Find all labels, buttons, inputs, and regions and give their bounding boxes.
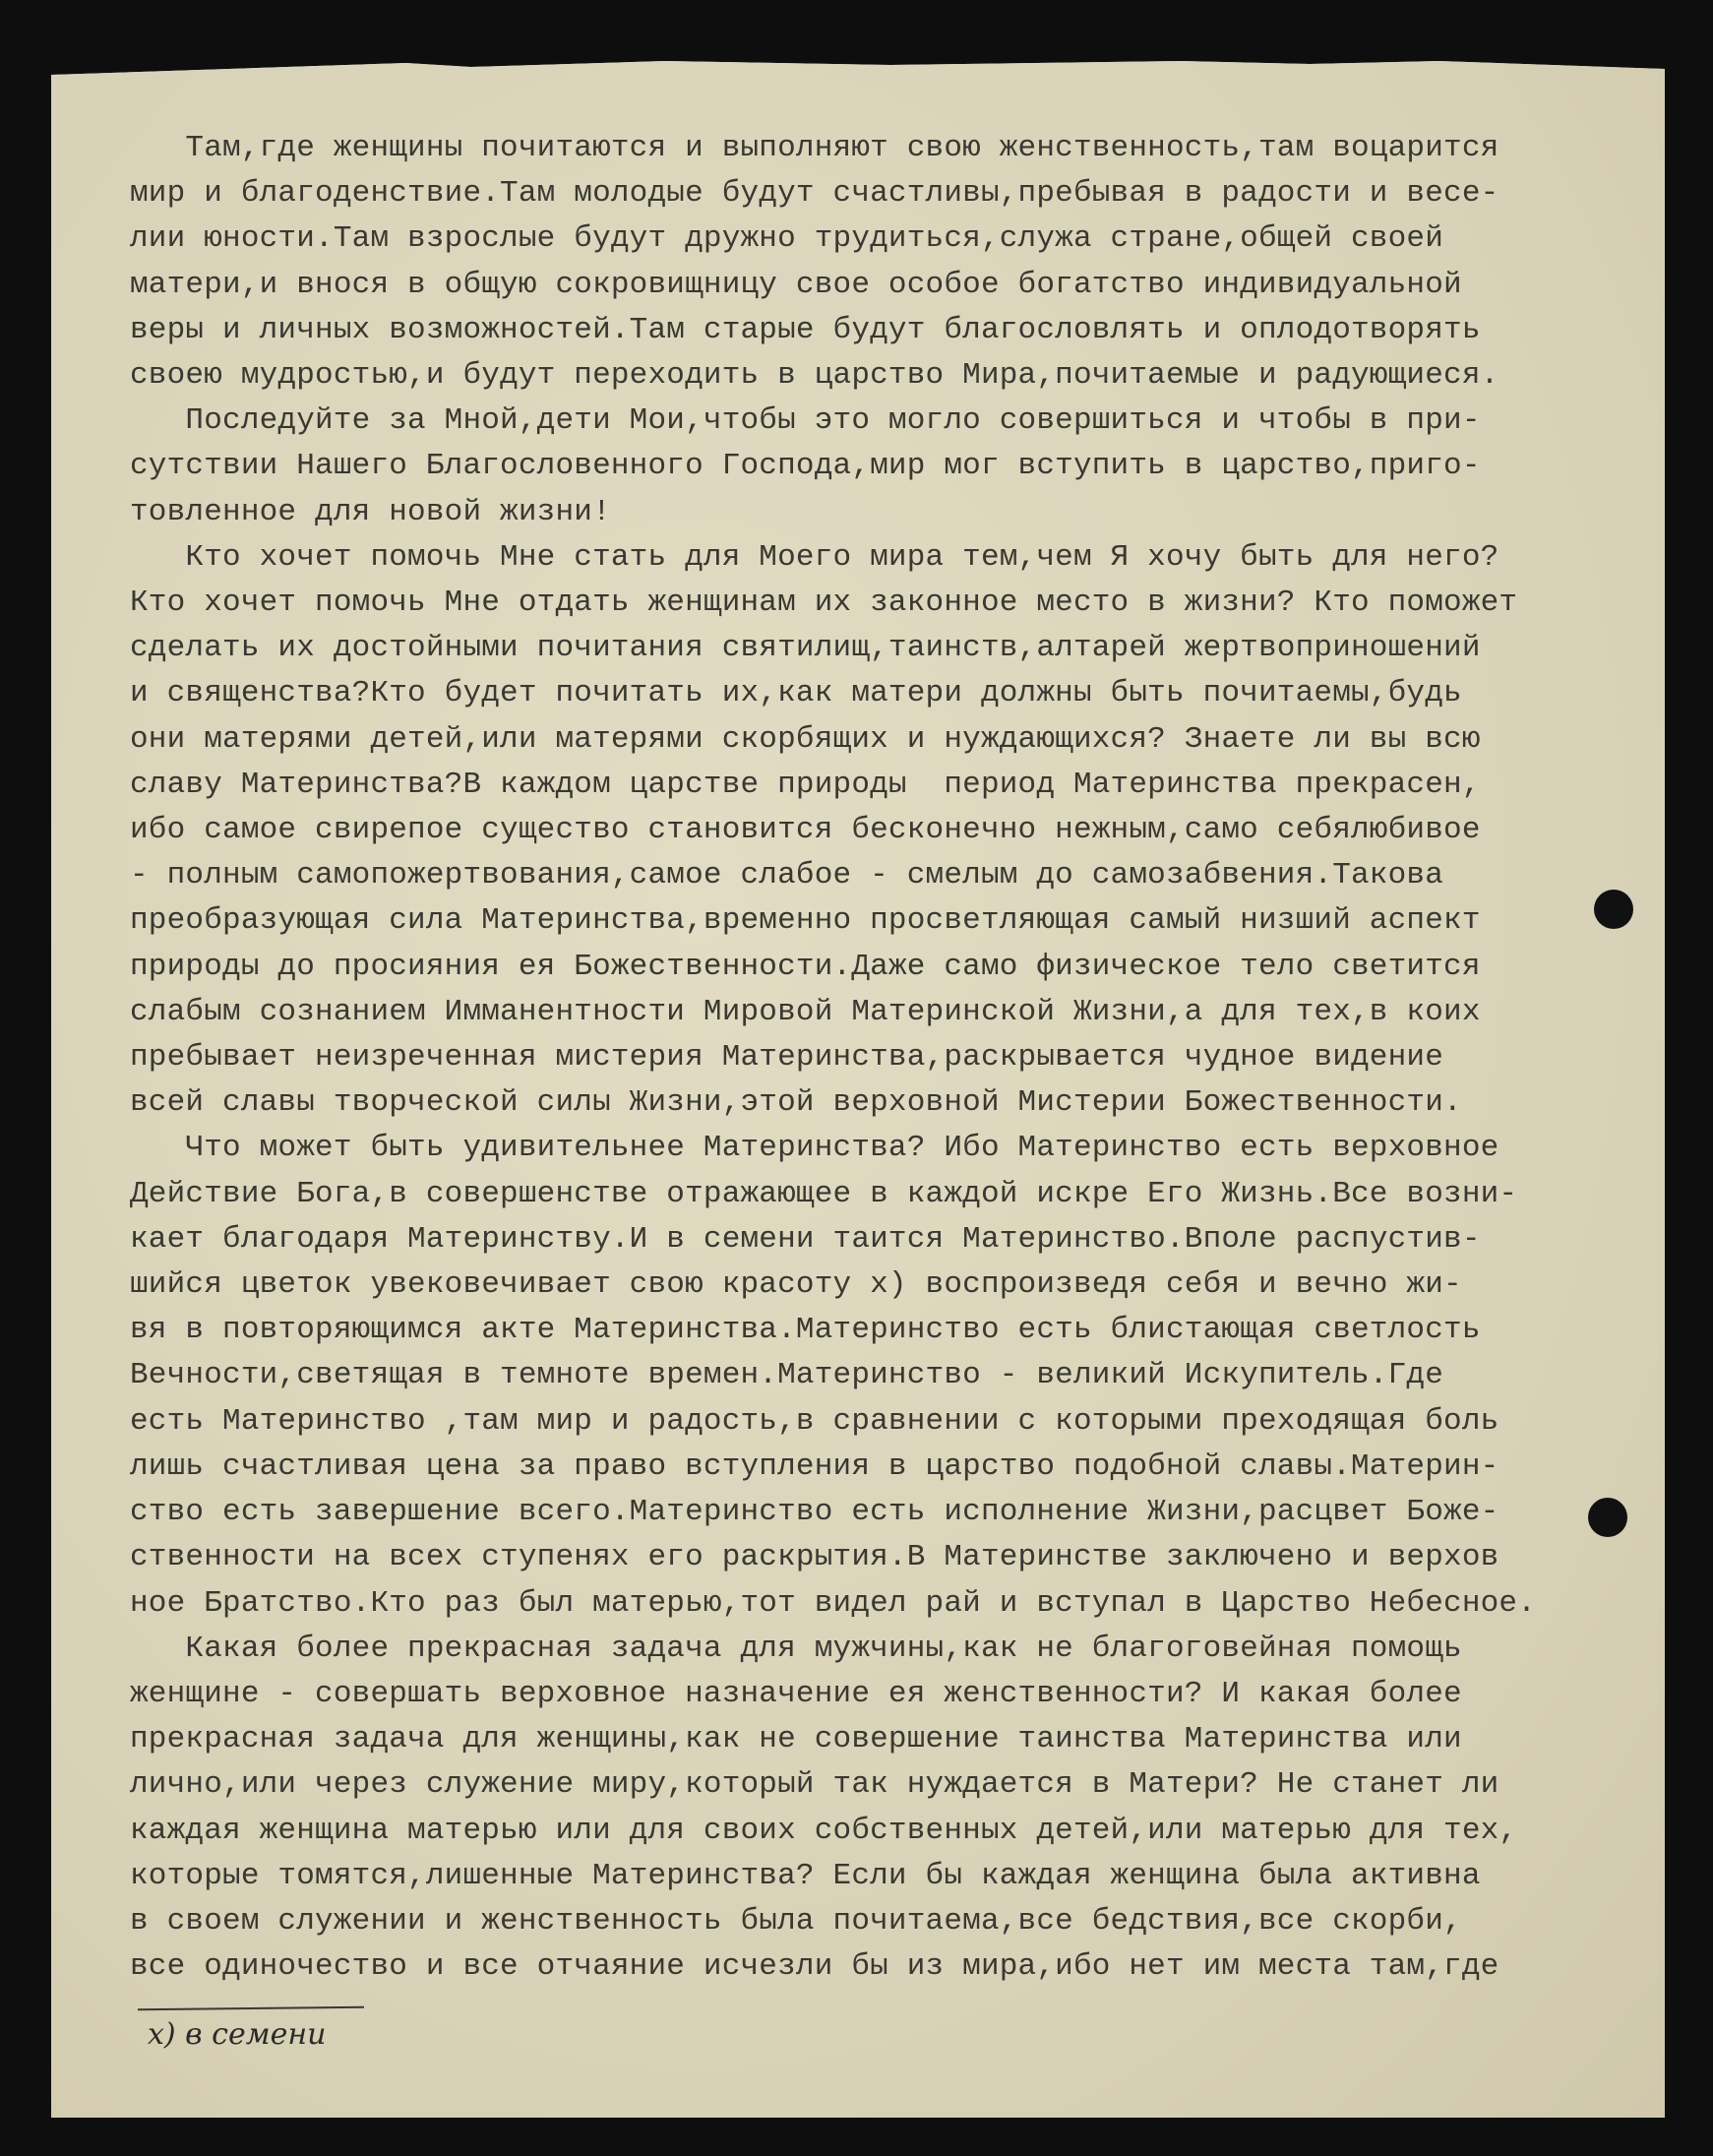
text-line: пребывает неизреченная мистерия Материнства,раскрывается чудное видение — [130, 1040, 1444, 1076]
text-line: - полным самопожертвования,самое слабое - смелым до самозабвения.Такова — [130, 858, 1444, 893]
text-line: есть Материнство ,там мир и радость,в сравнении с которыми преходящая боль — [130, 1403, 1499, 1439]
text-line: они матерями детей,или матерями скорбящих и нуждающихся? Знаете ли вы всю — [130, 721, 1481, 757]
text-line: прекрасная задача для женщины,как не совершение таинства Материнства или — [130, 1722, 1462, 1757]
text-line: славу Материнства?В каждом царстве природы период Материнства прекрасен, — [130, 767, 1481, 802]
text-line: все одиночество и все отчаяние исчезли бы из мира,ибо нет им места там,где — [130, 1949, 1499, 1985]
text-line: ное Братство.Кто раз был матерью,тот видел рай и вступал в Царство Небесное. — [130, 1585, 1537, 1621]
text-line: своею мудростью,и будут переходить в царство Мира,почитаемые и радующиеся. — [130, 358, 1499, 394]
text-line: сутствии Нашего Благословенного Господа,мир мог вступить в царство,приго- — [130, 449, 1481, 484]
text-line: Что может быть удивительнее Материнства? Ибо Материнство есть верховное — [130, 1131, 1499, 1166]
text-line: слабым сознанием Имманентности Мировой Материнской Жизни,а для тех,в коих — [130, 994, 1481, 1029]
text-line: каждая женщина матерью или для своих собственных детей,или матерью для тех, — [130, 1813, 1518, 1848]
text-line: лично,или через служение миру,который так нуждается в Матери? Не станет ли — [130, 1767, 1499, 1803]
punch-hole-top — [1594, 890, 1633, 929]
text-line: лишь счастливая цена за право вступления в царство подобной славы.Материн- — [130, 1448, 1499, 1484]
text-line: Там,где женщины почитаются и выполняют свою женственность,там воцарится — [130, 131, 1499, 165]
text-line: Кто хочет помочь Мне отдать женщинам их законное место в жизни? Кто поможет — [130, 585, 1518, 621]
text-line: в своем служении и женственность была почитаема,все бедствия,все скорби, — [130, 1903, 1462, 1939]
text-line: веры и личных возможностей.Там старые будут благословлять и оплодотворять — [130, 312, 1481, 347]
text-line: женщине - совершать верховное назначение ея женственности? И какая более — [130, 1676, 1462, 1711]
text-line: кает благодаря Материнству.И в семени таится Материнство.Вполе распустив- — [130, 1221, 1481, 1257]
text-line: ство есть завершение всего.Материнство есть исполнение Жизни,расцвет Боже- — [130, 1495, 1499, 1530]
text-line: лии юности.Там взрослые будут дружно трудиться,служа стране,общей своей — [130, 221, 1444, 257]
text-line: преобразующая сила Материнства,временно просветляющая самый низший аспект — [130, 903, 1481, 939]
text-line: матери,и внося в общую сокровищницу свое особое богатство индивидуальной — [130, 267, 1462, 302]
text-line: Какая более прекрасная задача для мужчины,как не благоговейная помощь — [130, 1631, 1462, 1666]
typewritten-text — [130, 126, 1586, 1990]
text-line: ибо самое свирепое существо становится бесконечно нежным,само себялюбивое — [130, 813, 1481, 848]
text-line: вя в повторяющимся акте Материнства.Материнство есть блистающая светлость — [130, 1313, 1481, 1348]
text-line: товленное для новой жизни! — [130, 494, 611, 529]
text-line: Последуйте за Мной,дети Мои,чтобы это могло совершиться и чтобы в при- — [130, 403, 1481, 439]
punch-hole-bottom — [1588, 1498, 1627, 1537]
text-line: шийся цветок увековечивает свою красоту x) воспроизведя себя и вечно жи- — [130, 1267, 1462, 1303]
text-line: Вечности,светящая в темноте времен.Материнство - великий Искупитель.Где — [130, 1358, 1444, 1393]
text-line: которые томятся,лишенные Материнства? Если бы каждая женщина была активна — [130, 1858, 1481, 1893]
text-line: ственности на всех ступенях его раскрытия.В Материнстве заключено и верхов — [130, 1540, 1499, 1575]
handwritten-footnote: x) в семени — [148, 2017, 327, 2052]
text-line: сделать их достойными почитания святилищ,таинств,алтарей жертвоприношений — [130, 631, 1481, 666]
text-line: всей славы творческой силы Жизни,этой верховной Мистерии Божественности. — [130, 1085, 1462, 1121]
text-line: мир и благоденствие.Там молодые будут счастливы,пребывая в радости и весе- — [130, 176, 1499, 212]
text-line: и священства?Кто будет почитать их,как матери должны быть почитаемы,будь — [130, 676, 1462, 711]
text-line: Действие Бога,в совершенстве отражающее в каждой искре Его Жизнь.Все возни- — [130, 1176, 1518, 1211]
text-line: Кто хочет помочь Мне стать для Моего мира тем,чем Я хочу быть для него? — [130, 539, 1499, 575]
text-line: природы до просияния ея Божественности.Даже само физическое тело светится — [130, 949, 1481, 984]
